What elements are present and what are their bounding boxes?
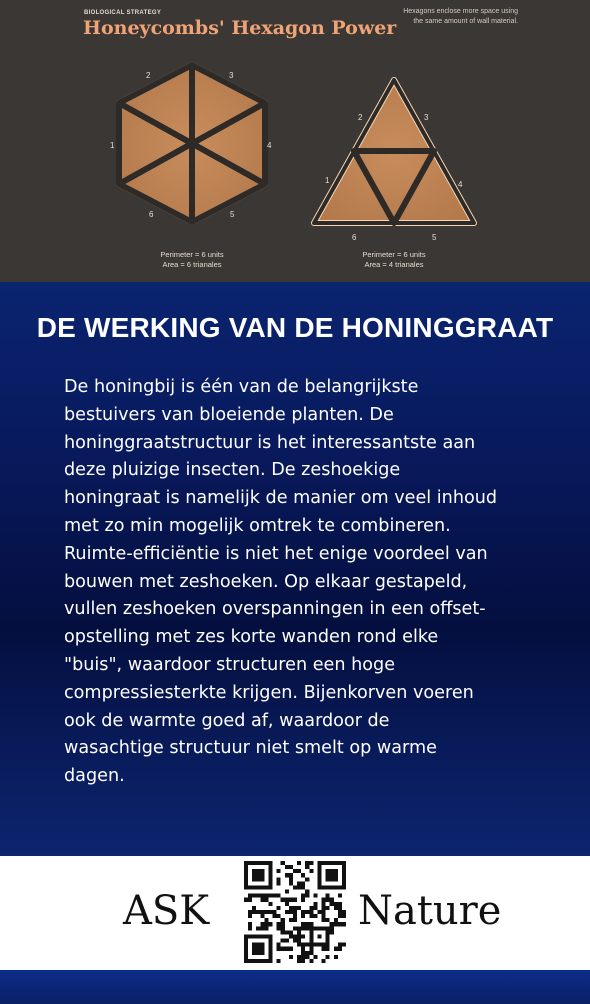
triangle-side-label-3: 3 [424,113,429,122]
footer-banner [0,856,590,970]
triangle-side-label-1: 1 [325,176,330,185]
triangle-side-label-2: 2 [358,113,363,122]
brand-ask: ASK [123,888,210,934]
article-line: Ruimte-efficiëntie is niet het enige voordeel van [64,543,488,564]
shape-comparison-diagram [0,0,590,282]
hexagon-shape [119,65,265,222]
article-line: bouwen met zeshoeken. Op elkaar gestapeld, [64,571,468,592]
triangle-area: Area = 4 trianales [364,260,424,269]
article-line: wasachtige structuur niet smelt op warme [64,738,437,759]
qr-code-icon[interactable] [244,861,346,963]
article-line: De honingbij is één van de belangrijkste [64,377,419,397]
article-line: deze pluizige insecten. De zeshoekige [64,460,401,481]
infographic-title: Honeycombs' Hexagon Power [83,17,397,39]
triangle-perimeter: Perimeter = 6 units [362,250,426,259]
brand-nature: Nature [358,888,502,934]
triangle-side-label-6: 6 [352,233,357,242]
article-heading: DE WERKING VAN DE HONINGGRAAT [36,312,554,343]
article-line: bestuivers van bloeiende planten. De [64,404,394,425]
infographic-note: Hexagons enclose more space using the same amount of wall material. [403,8,518,25]
triangle-side-label-5: 5 [432,233,437,242]
hexagon-perimeter: Perimeter = 6 units [160,250,224,259]
article-line: opstelling met zes korte wanden rond elke [64,627,439,648]
hexagon-side-label-1: 1 [110,141,115,150]
article-line: vullen zeshoeken overspanningen in een offset- [64,599,486,620]
infographic-eyebrow: BIOLOGICAL STRATEGY [84,10,162,16]
article-line: ook de warmte goed af, waardoor de [64,710,390,731]
hexagon-side-label-5: 5 [230,210,235,219]
article-line: honingraat is namelijk de manier om veel inhoud [64,488,498,509]
hexagon-caption [122,250,262,270]
article-section [0,282,590,857]
article-line: dagen. [64,766,125,787]
infographic-image [0,0,590,282]
hexagon-area: Area = 6 trianales [162,260,222,269]
hexagon-side-label-6: 6 [149,210,154,219]
hexagon-side-label-2: 2 [146,71,151,80]
triangle-shape [314,80,474,223]
article-line: "buis", waardoor structuren een hoge [64,654,396,675]
article-body [64,374,544,791]
bottom-strip [0,970,590,1004]
triangle-side-label-4: 4 [458,180,463,189]
article-line: compressiesterkte krijgen. Bijenkorven voeren [64,682,474,703]
triangle-caption [324,250,464,270]
article-line: met zo min mogelijk omtrek te combineren. [64,515,451,536]
article-line: honinggraatstructuur is het interessantste aan [64,432,476,453]
hexagon-side-label-4: 4 [267,141,272,150]
hexagon-side-label-3: 3 [229,71,234,80]
